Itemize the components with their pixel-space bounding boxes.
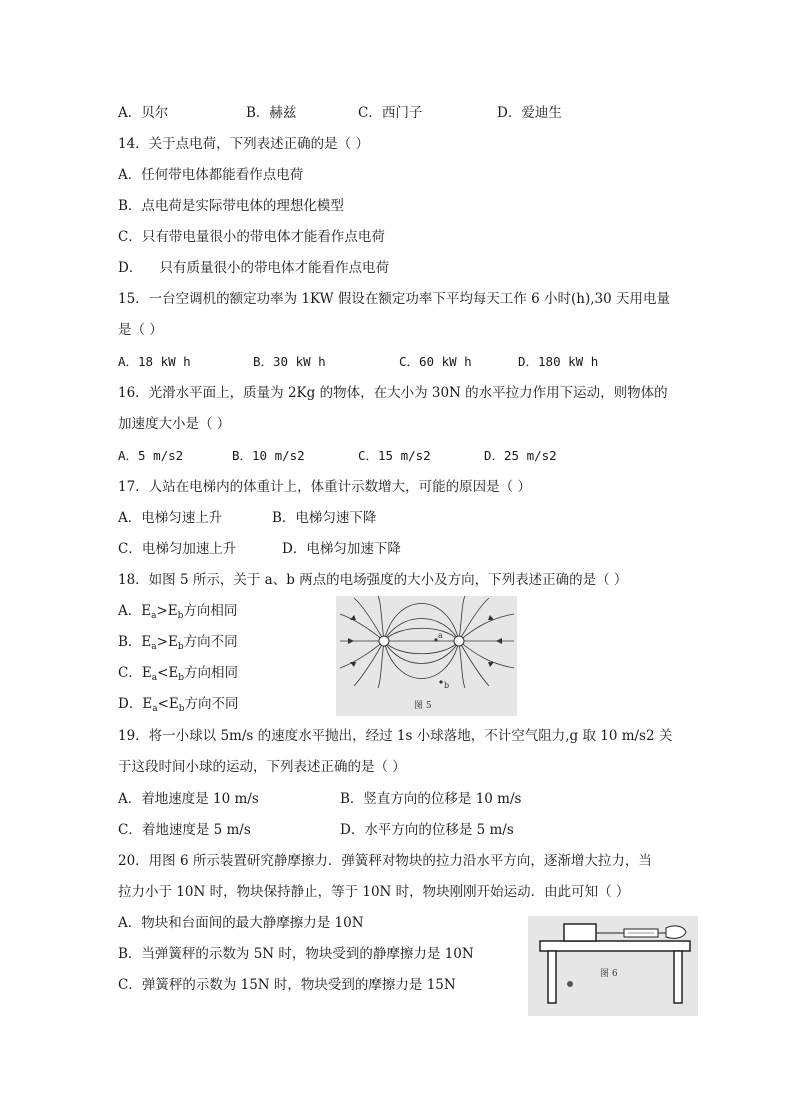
q13-option-b: B．赫兹 — [246, 105, 297, 121]
q15-option-d: D．180 kW h — [518, 354, 599, 369]
figure-6-friction-setup — [528, 916, 698, 1016]
q17-option-d: D．电梯匀加速下降 — [282, 541, 401, 557]
q20-stem-line1: 20．用图 6 所示装置研究静摩擦力．弹簧秤对物块的拉力沿水平方向，逐渐增大拉力，当 — [118, 853, 652, 869]
q19-stem-line2: 于这段时间小球的运动，下列表述正确的是（ ） — [118, 759, 406, 775]
q15-option-b: B．30 kW h — [253, 354, 326, 369]
q14-option-c: C．只有带电量很小的带电体才能看作点电荷 — [118, 229, 385, 245]
figure-6-caption: 图 6 — [600, 969, 618, 979]
q14-option-b: B．点电荷是实际带电体的理想化模型 — [118, 198, 344, 214]
q14-option-a: A．任何带电体都能看作点电荷 — [118, 167, 304, 183]
q17-option-c: C．电梯匀加速上升 — [118, 541, 237, 557]
q16-stem-line1: 16．光滑水平面上，质量为 2Kg 的物体，在大小为 30N 的水平拉力作用下运动，则物体的 — [118, 385, 668, 401]
figure-5-caption: 图 5 — [414, 701, 432, 711]
q20-option-b: B．当弹簧秤的示数为 5N 时，物块受到的静摩擦力是 10N — [118, 946, 474, 962]
q16-option-b: B．10 m/s2 — [232, 448, 305, 463]
q15-option-c: C．60 kW h — [399, 354, 472, 369]
q19-stem-line1: 19．将一小球以 5m/s 的速度水平抛出，经过 1s 小球落地，不计空气阻力,g 取 10 m/s2 关 — [118, 728, 673, 744]
figure-5-label-b: b — [444, 681, 450, 690]
q18-option-b: B．$E_a>E_b$方向不同 — [118, 634, 238, 652]
q18-stem: 18．如图 5 所示，关于 a、b 两点的电场强度的大小及方向，下列表述正确的是（ ） — [118, 572, 628, 588]
q13-option-c: C．西门子 — [358, 105, 423, 121]
q19-option-b: B．竖直方向的位移是 10 m/s — [340, 791, 522, 807]
q15-stem-line2: 是（ ） — [118, 322, 163, 338]
q13-option-d: D．爱迪生 — [497, 105, 562, 121]
q17-option-b: B．电梯匀速下降 — [272, 510, 377, 526]
figure-5-label-a: a — [438, 631, 443, 640]
q17-option-a: A．电梯匀速上升 — [118, 510, 223, 526]
q16-option-a: A．5 m/s2 — [118, 448, 184, 463]
q16-option-c: C．15 m/s2 — [358, 448, 431, 463]
q16-option-d: D．25 m/s2 — [484, 448, 557, 463]
q19-option-a: A．着地速度是 10 m/s — [118, 791, 259, 807]
q20-option-a: A．物块和台面间的最大静摩擦力是 10N — [118, 915, 364, 931]
q15-stem-line1: 15．一台空调机的额定功率为 1KW 假设在额定功率下平均每天工作 6 小时(h),30 天用电量 — [118, 291, 670, 307]
q16-stem-line2: 加速度大小是（ ） — [118, 416, 231, 432]
q20-stem-line2: 拉力小于 10N 时，物块保持静止，等于 10N 时，物块刚刚开始运动．由此可知（ ） — [118, 884, 630, 900]
q14-stem: 14．关于点电荷，下列表述正确的是（ ） — [118, 136, 369, 152]
q18-option-a: A．$E_a>E_b$方向相同 — [118, 603, 238, 621]
q14-option-d: D． 只有质量很小的带电体才能看作点电荷 — [118, 260, 389, 276]
q19-option-c: C．着地速度是 5 m/s — [118, 822, 251, 838]
q17-stem: 17．人站在电梯内的体重计上，体重计示数增大，可能的原因是（ ） — [118, 479, 531, 495]
q20-option-c: C．弹簧秤的示数为 15N 时，物块受到的摩擦力是 15N — [118, 977, 456, 993]
q18-option-d: D．$E_a<E_b$方向不同 — [118, 696, 239, 714]
q15-option-a: A．18 kW h — [118, 354, 191, 369]
figure-5-electric-field — [336, 596, 517, 716]
q18-option-c: C．$E_a<E_b$方向相同 — [118, 665, 238, 683]
q13-option-a: A．贝尔 — [118, 105, 169, 121]
q19-option-d: D．水平方向的位移是 5 m/s — [340, 822, 514, 838]
